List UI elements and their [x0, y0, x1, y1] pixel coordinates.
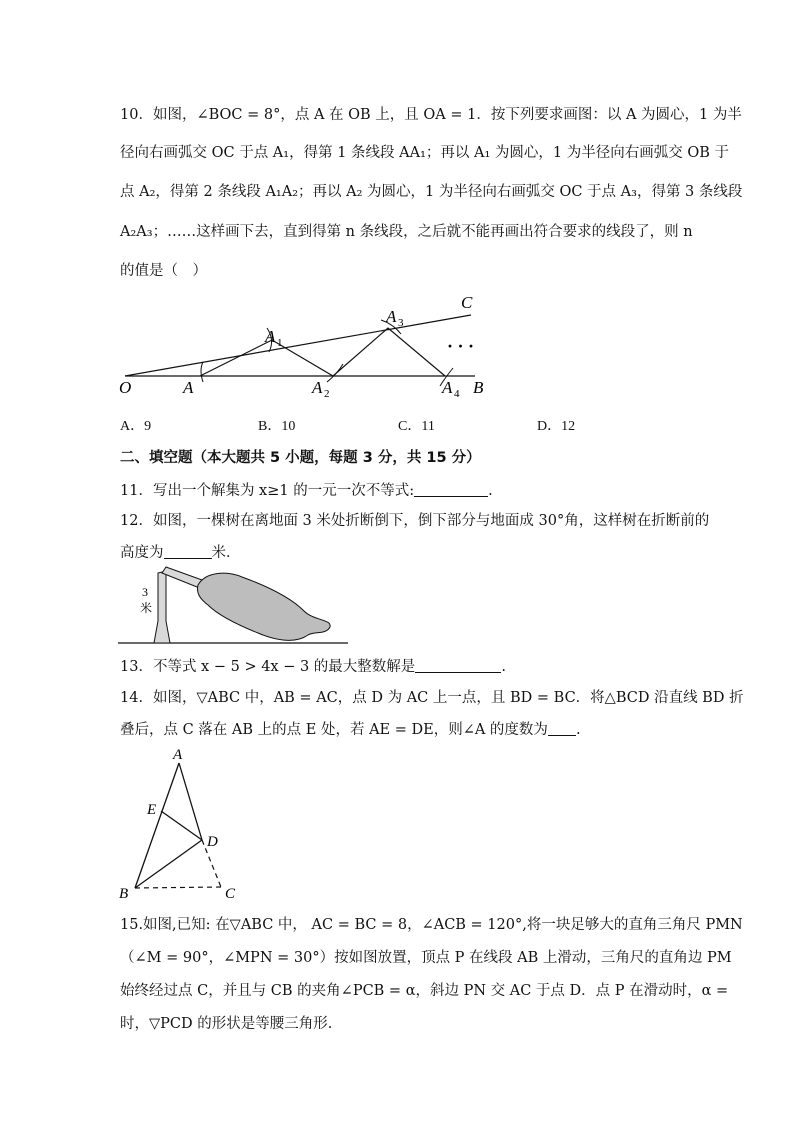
q11-line	[120, 479, 493, 500]
q10-line-5: 的值是（ ）	[120, 263, 207, 279]
label-A3-sub: 3	[398, 317, 404, 329]
q10-option-b[interactable]: B．10	[258, 419, 296, 434]
label-B-tri: B	[119, 886, 129, 902]
q13-end: .	[501, 659, 506, 675]
q15-line-2: （∠M = 90°，∠MPN = 30°）按如图放置，顶点 P 在线段 AB 上滑动，三角尺的直角边 PM	[120, 950, 732, 966]
q10-option-c[interactable]: C．11	[398, 419, 435, 434]
q15-line-3: 始终经过点 C，并且与 CB 的夹角∠PCB = α，斜边 PN 交 AC 于点 D．点 P 在滑动时，α =	[120, 983, 729, 999]
q10-line-3: 点 A₂，得第 2 条线段 A₁A₂；再以 A₂ 为圆心，1 为半径向右画弧交 OC 于点 A₃，得第 3 条线段	[120, 184, 743, 200]
q14-triangle-figure	[115, 745, 245, 903]
label-A2: A	[312, 378, 323, 397]
label-A4-sub: 4	[454, 388, 460, 400]
section-2-heading: 二、填空题（本大题共 5 小题，每题 3 分，共 15 分）	[120, 450, 481, 466]
q14-answer-blank[interactable]	[548, 721, 576, 736]
label-A2-sub: 2	[324, 388, 330, 400]
q12-suffix: 米．	[211, 545, 241, 561]
q11-text: 11．写出一个解集为 x≥1 的一元一次不等式:	[120, 483, 415, 499]
q12-line-1: 12．如图，一棵树在离地面 3 米处折断倒下，倒下部分与地面成 30°角，这样树在折断前的	[120, 513, 710, 529]
q10-line-4: A₂A₃；……这样画下去，直到得第 n 条线段，之后就不能再画出符合要求的线段了，则 n	[120, 224, 693, 240]
q14-line-2	[120, 718, 581, 739]
q13-line	[120, 655, 506, 676]
q10-option-a[interactable]: A．9	[120, 419, 152, 434]
tree-height-unit: 米	[140, 601, 153, 615]
q12-answer-blank[interactable]	[164, 544, 212, 559]
q14-line-1: 14．如图，▽ABC 中，AB = AC，点 D 为 AC 上一点，且 BD = BC．将△BCD 沿直线 BD 折	[120, 690, 744, 706]
ellipsis-dots: · · ·	[447, 336, 475, 356]
q13-answer-blank[interactable]	[415, 658, 501, 673]
q12-prefix: 高度为	[120, 545, 164, 561]
q10-line-1: 10．如图，∠BOC = 8°，点 A 在 OB 上，且 OA = 1．按下列要求画图：以 A 为圆心，1 为半	[120, 107, 742, 123]
label-A3: A	[386, 307, 397, 326]
label-A1-sub: 1	[277, 337, 283, 349]
q11-end: .	[488, 483, 493, 499]
q12-tree-figure	[118, 563, 350, 648]
q15-line-4: 时，▽PCD 的形状是等腰三角形.	[120, 1016, 333, 1032]
label-C: C	[461, 293, 473, 312]
label-O: O	[119, 378, 132, 397]
q12-line-2	[120, 541, 241, 562]
label-E-tri: E	[147, 802, 157, 818]
q10-figure	[115, 290, 495, 400]
q13-text: 13．不等式 x − 5 > 4x − 3 的最大整数解是	[120, 659, 416, 675]
label-B: B	[473, 378, 484, 397]
label-A: A	[183, 378, 194, 397]
label-A-tri: A	[173, 747, 183, 763]
label-C-tri: C	[225, 886, 236, 902]
label-D-tri: D	[207, 834, 218, 850]
q14-suffix: .	[575, 722, 581, 738]
tree-height-number: 3	[142, 585, 148, 599]
q10-option-d[interactable]: D．12	[537, 419, 576, 434]
label-A4: A	[442, 378, 453, 397]
q14-prefix: 叠后，点 C 落在 AB 上的点 E 处，若 AE = DE，则∠A 的度数为	[120, 722, 548, 738]
label-A1: A	[265, 327, 276, 346]
q15-line-1: 15.如图,已知: 在▽ABC 中， AC = BC = 8，∠ACB = 120°,将一块足够大的直角三角尺 PMN	[120, 917, 743, 933]
q11-answer-blank[interactable]	[414, 482, 488, 497]
q10-line-2: 径向右画弧交 OC 于点 A₁，得第 1 条线段 AA₁；再以 A₁ 为圆心，1 为半径向右画弧交 OB 于	[120, 145, 729, 161]
